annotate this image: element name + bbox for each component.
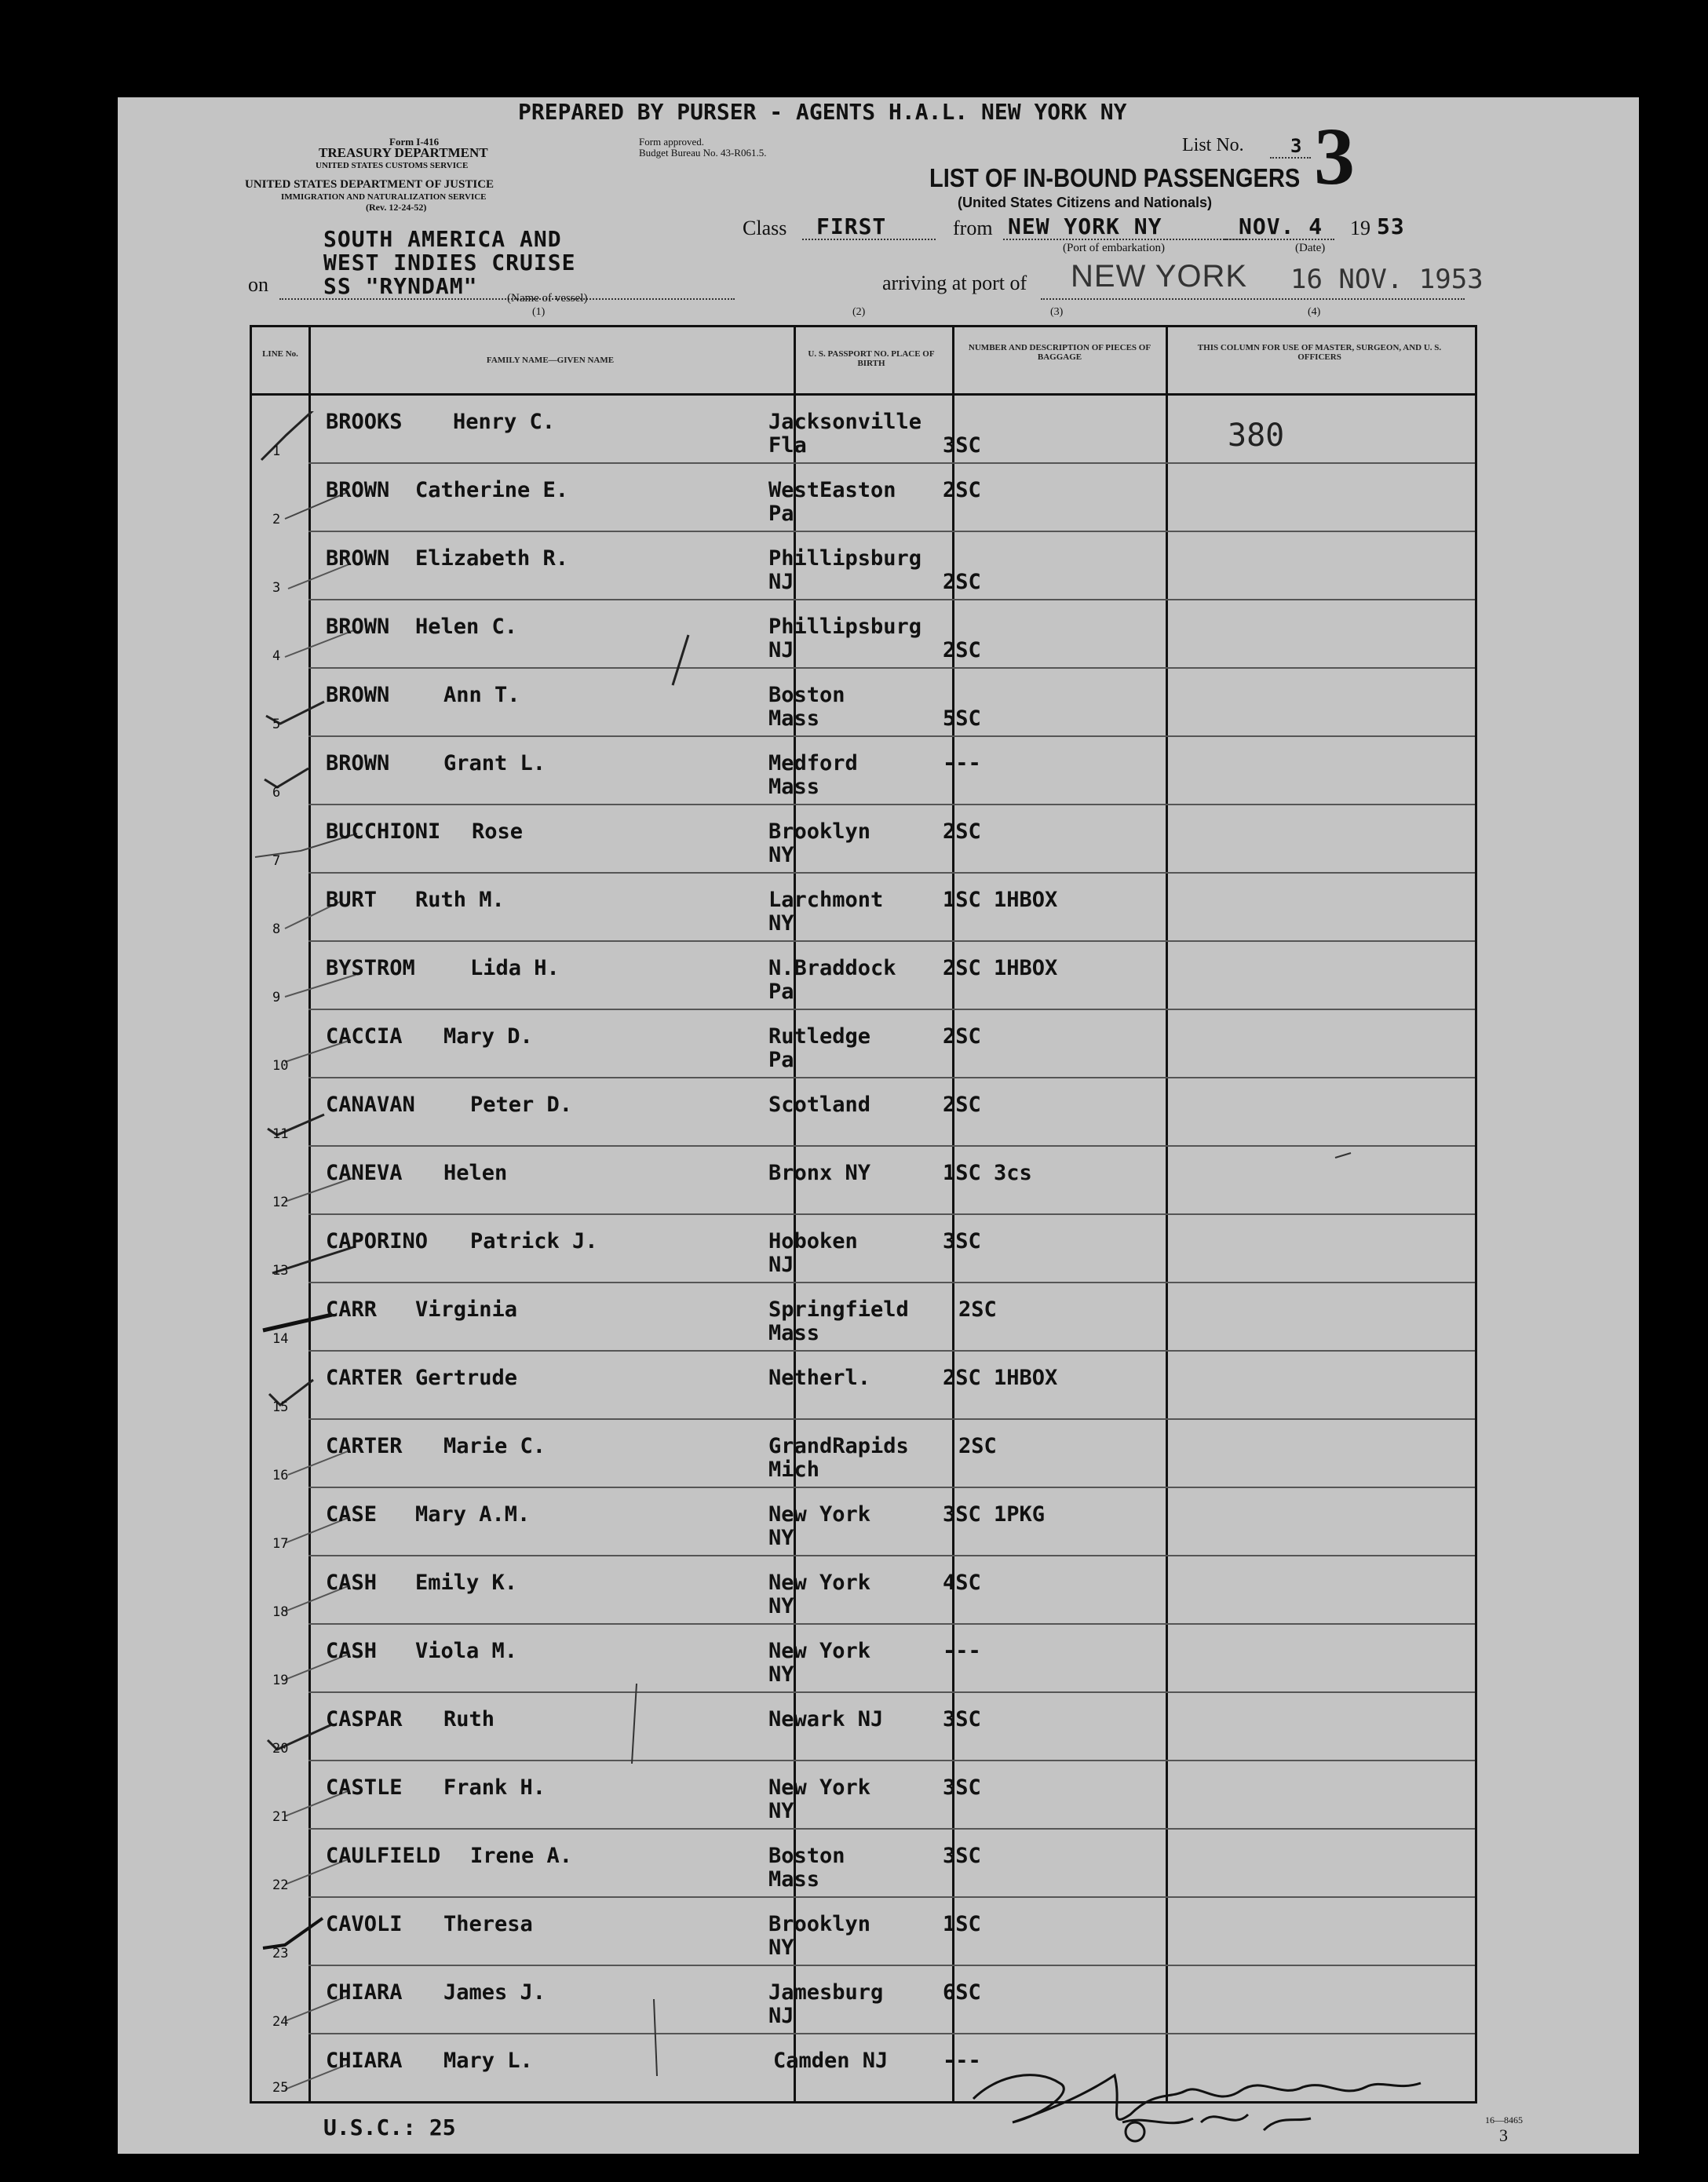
baggage: 2SC xyxy=(958,1297,997,1322)
line-number: 3 xyxy=(272,580,281,596)
given-name: Ann T. xyxy=(443,683,520,707)
birth-place: Hoboken xyxy=(768,1229,858,1253)
officer-note: 380 xyxy=(1228,418,1285,454)
given-name: Rose xyxy=(472,819,524,844)
arrival-date-stamp: 16 NOV. 1953 xyxy=(1290,264,1484,295)
family-name: CARTER xyxy=(326,1366,403,1390)
baggage: 3SC xyxy=(943,433,981,458)
family-name: CARTER xyxy=(326,1434,403,1458)
given-name: Theresa xyxy=(443,1912,533,1936)
birth-place: Bronx NY xyxy=(768,1161,871,1185)
birth-state: Mass xyxy=(768,1867,820,1892)
baggage: 2SC xyxy=(958,1434,997,1458)
family-name: BROWN xyxy=(326,546,390,571)
birth-place: New York xyxy=(768,1571,871,1595)
on-label: on xyxy=(248,273,268,296)
col-header-passport: U. S. PASSPORT NO. PLACE OF BIRTH xyxy=(808,349,935,368)
table-row xyxy=(252,464,1475,532)
given-name: Irene A. xyxy=(470,1844,573,1868)
table-row xyxy=(252,737,1475,805)
birth-place: New York xyxy=(768,1639,871,1663)
given-name: Emily K. xyxy=(415,1571,518,1595)
family-name: CAVOLI xyxy=(326,1912,403,1936)
line-number: 18 xyxy=(272,1604,289,1620)
class-label: Class xyxy=(743,217,787,239)
given-name: Gertrude xyxy=(415,1366,518,1390)
line-number: 5 xyxy=(272,717,281,732)
cruise-line-1: SOUTH AMERICA AND xyxy=(323,226,562,252)
table-row xyxy=(252,1625,1475,1693)
baggage: 3SC xyxy=(943,1844,981,1868)
revision-date: (Rev. 12-24-52) xyxy=(366,202,427,213)
form-code: 16—8465 xyxy=(1485,2114,1523,2125)
table-row xyxy=(252,1693,1475,1761)
birth-state: Pa xyxy=(768,502,794,526)
birth-place: Camden NJ xyxy=(773,2049,889,2073)
table-row xyxy=(252,1761,1475,1830)
baggage: 2SC 1HBOX xyxy=(943,956,1058,980)
family-name: CHIARA xyxy=(326,2049,403,2073)
baggage: --- xyxy=(943,2049,981,2073)
line-number: 21 xyxy=(272,1809,289,1825)
birth-state: NJ xyxy=(768,2004,794,2028)
birth-place: Boston xyxy=(768,683,845,707)
birth-state: Mass xyxy=(768,1321,820,1345)
prepared-by-line: PREPARED BY PURSER - AGENTS H.A.L. NEW YORK NY xyxy=(518,99,1127,125)
line-number: 24 xyxy=(272,2014,289,2030)
ins-label: IMMIGRATION AND NATURALIZATION SERVICE xyxy=(281,192,487,202)
line-number: 19 xyxy=(272,1673,289,1688)
embarkation-port: NEW YORK NY xyxy=(1008,213,1162,239)
table-row xyxy=(252,805,1475,874)
family-name: CASTLE xyxy=(326,1775,403,1800)
table-row xyxy=(252,1283,1475,1352)
passenger-table xyxy=(250,325,1477,2104)
birth-place: Jacksonville xyxy=(768,410,922,434)
birth-state: Mass xyxy=(768,775,820,799)
birth-place: Jamesburg xyxy=(768,1980,884,2005)
list-no-stamp: 3 xyxy=(1314,111,1355,202)
baggage: 3SC xyxy=(943,1707,981,1731)
list-no-underline xyxy=(1270,157,1311,159)
table-row xyxy=(252,1147,1475,1215)
family-name: CASE xyxy=(326,1502,378,1527)
given-name: Helen C. xyxy=(415,615,518,639)
given-name: James J. xyxy=(443,1980,546,2005)
birth-place: Larchmont xyxy=(768,888,884,912)
line-number: 25 xyxy=(272,2080,289,2096)
col2-caption: (2) xyxy=(852,306,866,318)
birth-state: NY xyxy=(768,843,794,867)
birth-place: Brooklyn xyxy=(768,819,871,844)
birth-state: Pa xyxy=(768,980,794,1004)
col-header-baggage: NUMBER AND DESCRIPTION OF PIECES OF BAGGAGE xyxy=(968,343,1151,362)
department-of-justice: UNITED STATES DEPARTMENT OF JUSTICE xyxy=(245,178,495,191)
baggage: 2SC xyxy=(943,1093,981,1117)
birth-state: NY xyxy=(768,1662,794,1687)
line-number: 10 xyxy=(272,1058,289,1074)
table-row xyxy=(252,600,1475,669)
customs-service: UNITED STATES CUSTOMS SERVICE xyxy=(316,161,469,170)
given-name: Peter D. xyxy=(470,1093,573,1117)
baggage: 1SC 3cs xyxy=(943,1161,1032,1185)
given-name: Mary D. xyxy=(443,1024,533,1049)
given-name: Mary A.M. xyxy=(415,1502,531,1527)
table-row xyxy=(252,1420,1475,1488)
baggage: 2SC xyxy=(943,819,981,844)
birth-state: NJ xyxy=(768,570,794,594)
baggage: 2SC 1HBOX xyxy=(943,1366,1058,1390)
family-name: CASPAR xyxy=(326,1707,403,1731)
line-number: 17 xyxy=(272,1536,289,1552)
baggage: 2SC xyxy=(943,1024,981,1049)
baggage: 2SC xyxy=(943,478,981,502)
family-name: CANEVA xyxy=(326,1161,403,1185)
line-number: 7 xyxy=(272,853,281,869)
family-name: CASH xyxy=(326,1571,378,1595)
line-number: 9 xyxy=(272,990,281,1005)
col-header-officers: THIS COLUMN FOR USE OF MASTER, SURGEON, AND U. S. OFFICERS xyxy=(1197,343,1442,362)
family-name: BURT xyxy=(326,888,378,912)
line-number: 22 xyxy=(272,1877,289,1893)
form-subtitle: (United States Citizens and Nationals) xyxy=(958,195,1213,210)
baggage: 2SC xyxy=(943,570,981,594)
form-number: Form I-416 xyxy=(389,136,440,148)
family-name: BROWN xyxy=(326,683,390,707)
family-name: CHIARA xyxy=(326,1980,403,2005)
birth-place: GrandRapids xyxy=(768,1434,909,1458)
given-name: Mary L. xyxy=(443,2049,533,2073)
treasury-department: TREASURY DEPARTMENT xyxy=(319,145,488,160)
line-number: 1 xyxy=(272,443,281,459)
family-name: CASH xyxy=(326,1639,378,1663)
line-number: 6 xyxy=(272,785,281,801)
col3-caption: (3) xyxy=(1050,306,1064,318)
year-prefix: 19 xyxy=(1350,217,1370,239)
family-name: BYSTROM xyxy=(326,956,415,980)
baggage: 5SC xyxy=(943,706,981,731)
class-underline xyxy=(802,239,936,240)
given-name: Ruth xyxy=(443,1707,495,1731)
vessel-caption: (Name of vessel) xyxy=(507,292,588,305)
given-name: Lida H. xyxy=(470,956,560,980)
arrival-underline xyxy=(1041,298,1465,300)
officer-signature xyxy=(965,2044,1515,2154)
given-name: Marie C. xyxy=(443,1434,546,1458)
baggage: 1SC 1HBOX xyxy=(943,888,1058,912)
baggage: --- xyxy=(943,751,981,775)
birth-place: Scotland xyxy=(768,1093,871,1117)
family-name: CANAVAN xyxy=(326,1093,415,1117)
birth-place: WestEaston xyxy=(768,478,896,502)
given-name: Helen xyxy=(443,1161,508,1185)
given-name: Frank H. xyxy=(443,1775,546,1800)
baggage: 3SC xyxy=(943,1775,981,1800)
given-name: Henry C. xyxy=(453,410,556,434)
table-row xyxy=(252,1352,1475,1420)
table-row xyxy=(252,1966,1475,2034)
family-name: CACCIA xyxy=(326,1024,403,1049)
family-name: BROWN xyxy=(326,478,390,502)
budget-bureau: Budget Bureau No. 43-R061.5. xyxy=(639,147,767,159)
birth-state: Mass xyxy=(768,706,820,731)
family-name: BROWN xyxy=(326,751,390,775)
form-approved: Form approved. xyxy=(639,136,705,148)
table-row xyxy=(252,874,1475,942)
given-name: Virginia xyxy=(415,1297,518,1322)
birth-state: Pa xyxy=(768,1048,794,1072)
baggage: 3SC xyxy=(943,1229,981,1253)
baggage: 2SC xyxy=(943,638,981,662)
given-name: Viola M. xyxy=(415,1639,518,1663)
given-name: Catherine E. xyxy=(415,478,569,502)
col4-caption: (4) xyxy=(1308,306,1321,318)
manifest-page xyxy=(118,97,1639,2154)
table-row xyxy=(252,396,1475,464)
birth-place: Boston xyxy=(768,1844,845,1868)
embarkation-date: NOV. 4 xyxy=(1239,213,1323,239)
family-name: BUCCHIONI xyxy=(326,819,441,844)
table-row xyxy=(252,1830,1475,1898)
line-number: 15 xyxy=(272,1399,289,1415)
arrival-port: NEW YORK xyxy=(1071,259,1248,294)
family-name: BROWN xyxy=(326,615,390,639)
list-no-label: List No. xyxy=(1182,135,1244,155)
year-value: 53 xyxy=(1377,213,1405,239)
baggage: 6SC xyxy=(943,1980,981,2005)
table-row xyxy=(252,1556,1475,1625)
from-label: from xyxy=(953,217,993,239)
birth-place: New York xyxy=(768,1775,871,1800)
form-title: LIST OF IN-BOUND PASSENGERS xyxy=(929,163,1301,192)
given-name: Elizabeth R. xyxy=(415,546,569,571)
birth-place: New York xyxy=(768,1502,871,1527)
given-name: Patrick J. xyxy=(470,1229,598,1253)
birth-state: NY xyxy=(768,1594,794,1618)
line-number: 8 xyxy=(272,921,281,937)
col1-caption: (1) xyxy=(532,306,546,318)
birth-place: Medford xyxy=(768,751,858,775)
line-number: 14 xyxy=(272,1331,289,1347)
baggage: --- xyxy=(943,1639,981,1663)
vessel-name: SS "RYNDAM" xyxy=(323,273,478,299)
family-name: CAPORINO xyxy=(326,1229,429,1253)
table-row xyxy=(252,1898,1475,1966)
arriving-label: arriving at port of xyxy=(882,272,1027,294)
birth-place: Brooklyn xyxy=(768,1912,871,1936)
embarkation-underline xyxy=(1003,239,1246,240)
date-caption: (Date) xyxy=(1295,242,1326,254)
list-no-value: 3 xyxy=(1290,135,1302,157)
table-row xyxy=(252,1215,1475,1283)
table-row xyxy=(252,1488,1475,1556)
line-number: 12 xyxy=(272,1195,289,1210)
birth-place: Phillipsburg xyxy=(768,615,922,639)
baggage: 1SC xyxy=(943,1912,981,1936)
birth-place: Springfield xyxy=(768,1297,909,1322)
baggage: 4SC xyxy=(943,1571,981,1595)
line-number: 4 xyxy=(272,648,281,664)
table-row xyxy=(252,1078,1475,1147)
birth-place: Netherl. xyxy=(768,1366,871,1390)
date-underline xyxy=(1224,239,1334,240)
usc-count: U.S.C.: 25 xyxy=(323,2114,456,2140)
col-header-line-no: LINE No. xyxy=(262,349,298,359)
table-row xyxy=(252,1010,1475,1078)
table-row xyxy=(252,532,1475,600)
birth-state: NY xyxy=(768,911,794,936)
table-row xyxy=(252,669,1475,737)
page-mark: 3 xyxy=(1499,2125,1508,2145)
birth-state: NY xyxy=(768,1936,794,1960)
baggage: 3SC 1PKG xyxy=(943,1502,1046,1527)
birth-place: Phillipsburg xyxy=(768,546,922,571)
birth-state: NJ xyxy=(768,638,794,662)
birth-state: NJ xyxy=(768,1253,794,1277)
line-number: 11 xyxy=(272,1126,289,1142)
given-name: Ruth M. xyxy=(415,888,505,912)
birth-state: Fla xyxy=(768,433,807,458)
birth-state: NY xyxy=(768,1526,794,1550)
class-value: FIRST xyxy=(816,213,887,239)
family-name: BROOKS xyxy=(326,410,403,434)
line-number: 2 xyxy=(272,512,281,527)
line-number: 23 xyxy=(272,1946,289,1961)
family-name: CAULFIELD xyxy=(326,1844,441,1868)
col-header-name: FAMILY NAME—GIVEN NAME xyxy=(486,356,615,365)
table-row xyxy=(252,942,1475,1010)
cruise-line-2: WEST INDIES CRUISE xyxy=(323,250,576,275)
embarkation-caption: (Port of embarkation) xyxy=(1063,242,1165,254)
birth-state: Mich xyxy=(768,1458,820,1482)
line-number: 13 xyxy=(272,1263,289,1279)
birth-place: Rutledge xyxy=(768,1024,871,1049)
family-name: CARR xyxy=(326,1297,378,1322)
birth-place: Newark NJ xyxy=(768,1707,884,1731)
birth-state: NY xyxy=(768,1799,794,1823)
given-name: Grant L. xyxy=(443,751,546,775)
line-number: 16 xyxy=(272,1468,289,1483)
line-number: 20 xyxy=(272,1741,289,1757)
birth-place: N.Braddock xyxy=(768,956,896,980)
